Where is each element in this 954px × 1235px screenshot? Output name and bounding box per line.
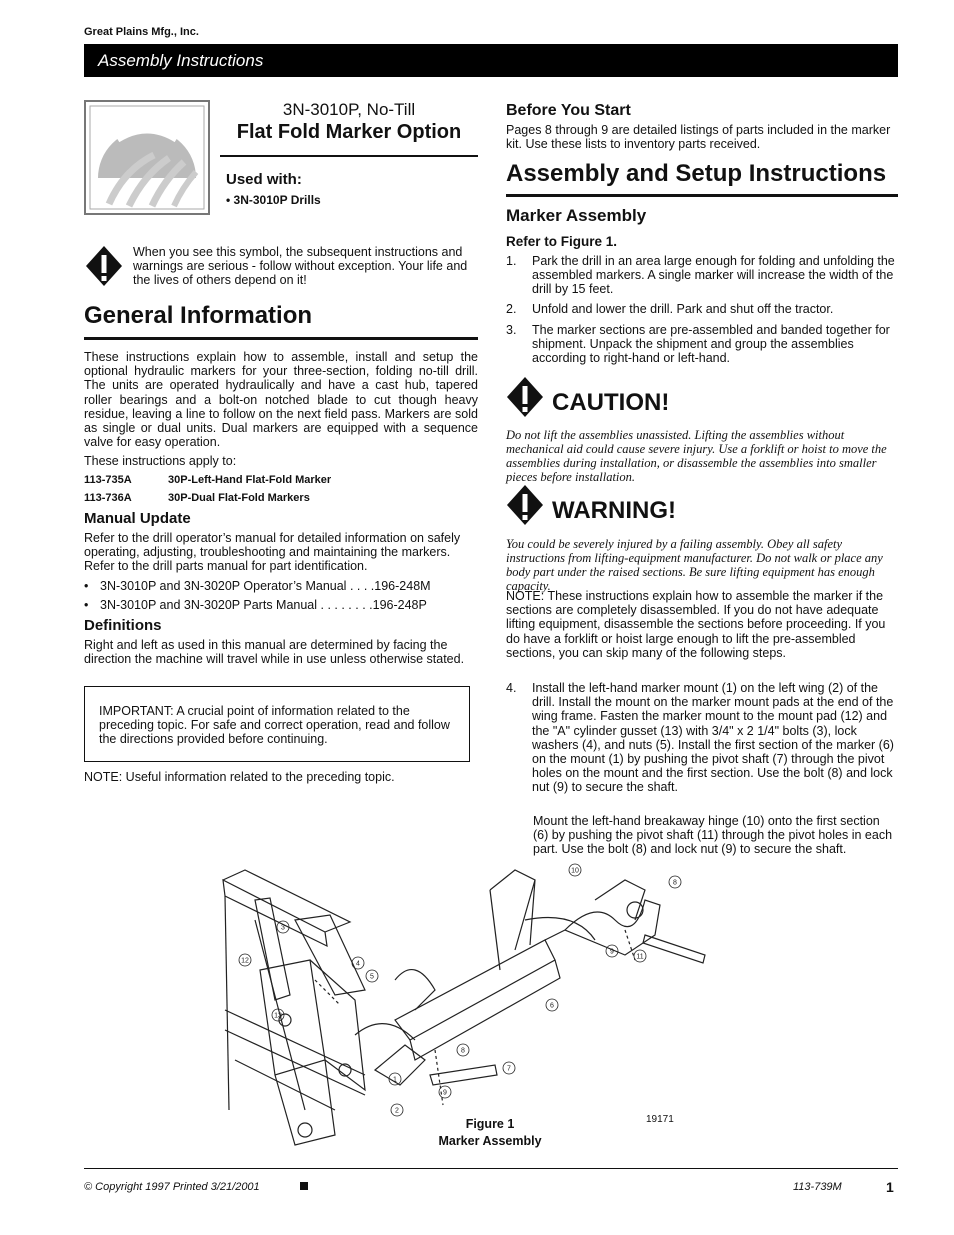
copyright: © Copyright 1997 Printed 3/21/2001 [84,1181,260,1193]
safety-note: When you see this symbol, the subsequent instructions and warnings are serious - follow without exception. Your life and the lives of others depend on it! [133,245,468,288]
callout-label: 8 [461,1047,465,1055]
important-text: IMPORTANT: A crucial point of information related to the preceding topic. For safe and correct operation, read and follow the directions provided before continuing. [99,704,450,747]
callout-label: 2 [395,1107,399,1115]
part-row [84,492,310,504]
great-plains-logo [84,100,210,215]
assembly-heading: Assembly and Setup Instructions [506,160,887,187]
page-number: 1 [886,1179,894,1195]
figure-title: Marker Assembly [438,1134,542,1148]
manual-dots: . . . . [346,579,375,593]
step4-continued-text: Mount the left-hand breakaway hinge (10) onto the first section (6) by pushing the pivot shaft (11) through the pivot holes in each part. Use the bolt (8) and lock nut (9) to secure the shaft. [533,814,893,857]
document-number: 113-739M [793,1181,842,1193]
used-with-item-text: 3N-3010P Drills [233,193,321,207]
model-subtitle: 3N-3010P, No-Till [282,100,416,119]
manual-list-item: • 3N-3010P and 3N-3020P Parts Manual . . . . . . . .196-248P [84,598,427,612]
part-number: 113-736A [84,492,132,504]
marker-assembly-heading: Marker Assembly [506,206,647,225]
step-item [506,681,898,795]
general-rule [84,337,478,340]
step4-continued [533,814,898,857]
used-with-label: Used with: [226,171,302,188]
assembly-rule [506,194,898,197]
warning-icon [506,484,544,526]
caution-label: CAUTION! [552,389,670,416]
callout-label: 1 [393,1076,397,1084]
title-rule [220,155,478,157]
document-title: Flat Fold Marker Option [236,121,462,143]
callout-label: 5 [370,973,374,981]
important-box [84,686,470,762]
apply-label: These instructions apply to: [84,454,237,468]
part-desc: 30P-Left-Hand Flat-Fold Marker [168,474,332,486]
manual-name: 3N-3010P and 3N-3020P Parts Manual [100,598,318,612]
step-number: 4. [506,681,517,695]
manual-update-text: Refer to the drill operator’s manual for detailed information on safely operating, adjusting, troubleshooting and maintaining the markers. Refer to the drill parts manual for part identification. [84,531,461,574]
manual-dots: . . . . . . . . [317,598,373,612]
refer-figure: Refer to Figure 1. [506,234,618,249]
step-number: 1. [506,254,517,268]
step-item [506,323,898,366]
callout-label: 4 [356,960,360,968]
general-intro: These instructions explain how to assemble, install and setup the optional hydraulic markers for your three-section, folding no-till drill. The units are operated hydraulically and have a cast hub, tapered roller bearings and a bolt-on notched blade to cut though heavy residue, leaving a line to follow on the next field pass. Markers are sold as single or dual units. Dual markers are equipped with a sequence valve for easy operation. [84,350,478,450]
callout-label: 7 [507,1065,511,1073]
step-item [506,302,898,316]
part-number: 113-735A [84,474,132,486]
step-text: Park the drill in an area large enough for folding and unfolding the assembled markers. A single marker will increase the width of the drill by 15 feet. [532,254,895,297]
marker-assembly-figure [215,860,715,1150]
definitions-heading: Definitions [84,617,162,634]
step-item [506,254,898,297]
callout-label: 12 [241,957,249,965]
callout-label: 3 [281,924,285,932]
step-number: 3. [506,323,517,337]
callout-label: 9 [443,1089,447,1097]
callout-label: 13 [274,1012,282,1020]
definitions-text: Right and left as used in this manual are determined by facing the direction the machine will travel while in use unless otherwise stated. [84,638,465,667]
step-text: Unfold and lower the drill. Park and shut off the tractor. [532,302,834,316]
safety-alert-icon [85,245,123,287]
figure-id: 19171 [646,1114,674,1125]
manual-name: 3N-3010P and 3N-3020P Operator’s Manual [100,579,347,593]
figure-number-label: Figure 1 [465,1117,515,1131]
step-number: 2. [506,302,517,316]
general-note: NOTE: Useful information related to the preceding topic. [84,770,395,784]
manual-list-item: • 3N-3010P and 3N-3020P Operator’s Manual . . . .196-248M [84,579,431,593]
warning-text: You could be severely injured by a failing assembly. Obey all safety instructions from lifting-equipment manufacturer. Do not walk or place any body part under the raised sections. Be sure lifting equipment has enough capacity. [506,536,883,593]
step-text: The marker sections are pre-assembled and banded together for shipment. Unpack the shipment and group the assemblies according to right-hand or left-hand. [532,323,890,366]
section-banner-label: Assembly Instructions [98,51,264,70]
section-banner [84,44,898,77]
callout-label: 11 [636,953,644,961]
general-heading: General Information [84,302,313,329]
caution-text: Do not lift the assemblies unassisted. Lifting the assemblies without mechanical aid could cause severe injury. Use a forklift or hoist to move the assemblies during installation, or disassemble the assemblies into smaller pieces before installation. [506,427,887,484]
warning-label: WARNING! [552,497,676,524]
callout-label: 8 [673,879,677,887]
before-heading: Before You Start [506,102,631,119]
footer-rule [84,1168,898,1169]
figure-caption [420,1116,560,1150]
callout-label: 9 [610,948,614,956]
manual-update-heading: Manual Update [84,510,191,527]
callout-label: 10 [571,867,579,875]
manual-code: 196-248P [372,598,427,612]
before-text: Pages 8 through 9 are detailed listings of parts included in the marker kit. Use these lists to inventory parts received. [506,123,891,152]
used-with-item: • 3N-3010P Drills [226,193,321,207]
manual-code: 196-248M [374,579,431,593]
assembly-note: NOTE: These instructions explain how to assemble the marker if the sections are completely disassembled. If you do not have adequate lifting equipment, disassemble the sections before proceeding. If you do have a forklift or hoist large enough to lift the pre-assembled sections, you can skip many of the following steps. [506,589,886,660]
company-name: Great Plains Mfg., Inc. [84,26,199,38]
footer-square-icon [300,1182,308,1190]
callout-label: 6 [550,1002,554,1010]
caution-icon [506,376,544,418]
step-text: Install the left-hand marker mount (1) on the left wing (2) of the drill. Install the mount on the marker mount pads at the end of the wing frame. Fasten the marker mount to the mount pad (12) and the "A" cylinder gusset (13) with 3/4" x 2 1/4" bolts (3), lock washers (4), and nuts (5). Install the first section of the marker (6) on the mount (1) by pushing the pivot shaft (7) through the pivot holes on the mount and the first section. Use the bolt (8) and lock nut (9) to secure the shaft. [532,681,894,795]
part-desc: 30P-Dual Flat-Fold Markers [168,492,310,504]
part-row [84,474,331,486]
